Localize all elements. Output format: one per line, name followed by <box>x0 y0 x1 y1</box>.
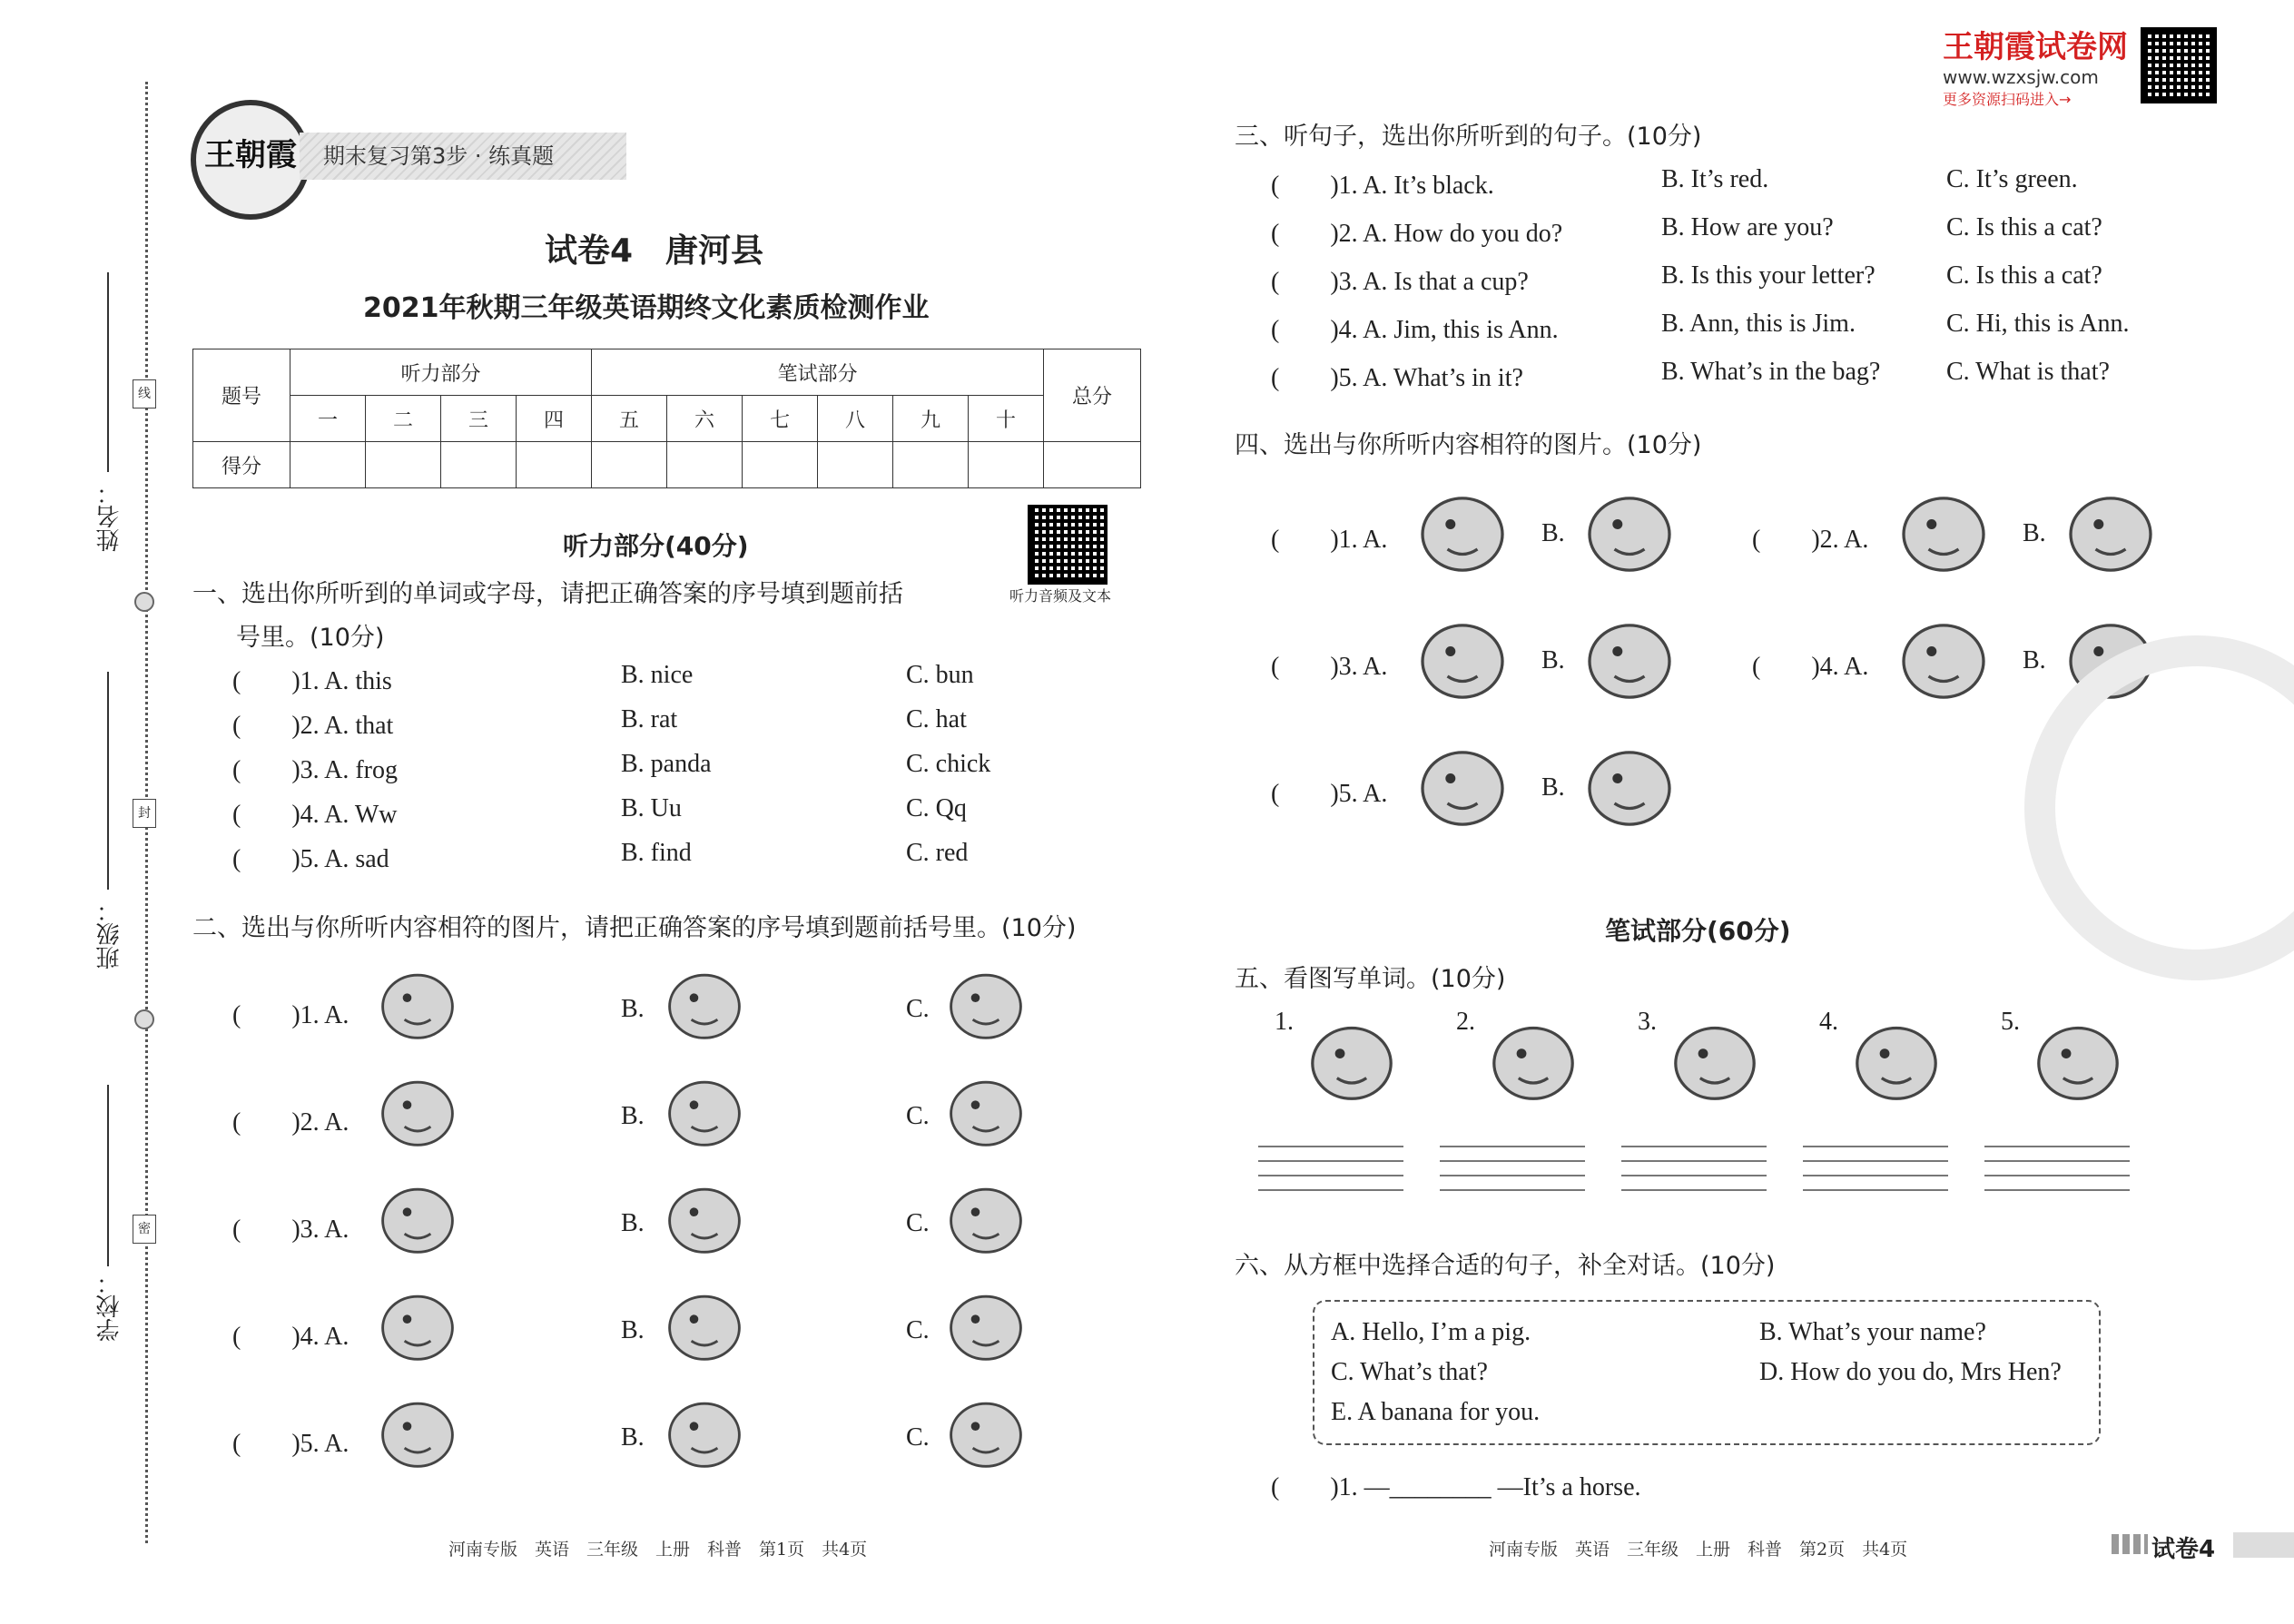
class-label: 班级： <box>96 899 123 969</box>
dog-icon <box>1894 479 1994 579</box>
option-a: A. Hello, I’m a pig. <box>1331 1318 1531 1346</box>
q-num: 一 <box>290 396 366 442</box>
s5-number: 2. <box>1456 1008 1475 1036</box>
bananas-icon <box>372 1280 463 1367</box>
score-cell[interactable] <box>667 442 743 488</box>
writing-heading: 笔试部分(60分) <box>1605 916 1791 946</box>
cow-icon <box>1413 733 1512 833</box>
q-num: 七 <box>743 396 818 442</box>
brand-logo: 王朝霞 <box>191 100 310 220</box>
s2-option-c: C. <box>906 1102 930 1130</box>
s3-option-b: B. Is this your letter? <box>1661 261 1876 290</box>
brand-name: 王朝霞试卷网 <box>1943 29 2128 65</box>
s1-option-b: B. rat <box>621 705 678 733</box>
pear-icon <box>372 959 463 1046</box>
s4-item[interactable]: ( )5. A. <box>1271 780 1388 808</box>
brand-block[interactable] <box>1943 22 2128 109</box>
s1-option-b: B. panda <box>621 750 712 778</box>
s2-option-b: B. <box>621 995 645 1023</box>
s2-title: 二、选出与你所听内容相符的图片，请把正确答案的序号填到题前括号里。(10分) <box>192 914 1077 942</box>
writing-lines[interactable] <box>1258 1146 1403 1204</box>
brand-url: www.wzxsjw.com <box>1943 66 2099 88</box>
s4-title: 四、选出与你所听内容相符的图片。(10分) <box>1235 431 1702 459</box>
s3-option-c: C. Is this a cat? <box>1946 213 2102 241</box>
s3-option-c: C. It’s green. <box>1946 165 2078 193</box>
pig-icon <box>372 1173 463 1260</box>
review-banner: 期末复习第3步 · 练真题 <box>300 133 626 180</box>
s4-item[interactable]: ( )4. A. <box>1752 653 1869 681</box>
qr-code-icon[interactable] <box>2141 27 2217 103</box>
option-c: C. What’s that? <box>1331 1358 1488 1386</box>
s1-title: 一、选出你所听到的单词或字母，请把正确答案的序号填到题前括 <box>192 580 903 608</box>
goldfish-icon <box>1302 1009 1402 1107</box>
apple-icon <box>940 959 1031 1046</box>
s2-option-c: C. <box>906 1209 930 1237</box>
monkey-icon <box>1413 606 1512 706</box>
paper-subtitle: 2021年秋期三年级英语期终文化素质检测作业 <box>363 292 930 324</box>
writing-lines[interactable] <box>1803 1146 1948 1204</box>
option-b: B. What’s your name? <box>1759 1318 1986 1346</box>
fox-icon <box>2061 479 2161 579</box>
s6-title: 六、从方框中选择合适的句子，补全对话。(10分) <box>1235 1252 1776 1280</box>
name-line <box>107 272 109 472</box>
s3-item[interactable]: ( )1. A. It’s black. <box>1271 172 1494 200</box>
name-label: 姓名： <box>96 481 123 552</box>
number-five-icon <box>1413 479 1512 579</box>
writing-header: 笔试部分 <box>592 349 1044 396</box>
s2-option-b: B. <box>621 1316 645 1344</box>
cap-icon <box>940 1280 1031 1367</box>
banana-icon <box>1483 1009 1583 1107</box>
s1-option-c: C. hat <box>906 705 967 733</box>
s2-option-b: B. <box>621 1209 645 1237</box>
score-cell[interactable] <box>441 442 517 488</box>
seal-line-tag: 线 <box>133 379 156 408</box>
footer-right: 河南专版 英语 三年级 上册 科普 第2页 共4页 <box>1489 1540 1908 1560</box>
footer-left: 河南专版 英语 三年级 上册 科普 第1页 共4页 <box>448 1540 868 1560</box>
s1-option-b: B. nice <box>621 661 694 689</box>
listening-heading: 听力部分(40分) <box>563 531 749 561</box>
s3-item[interactable]: ( )2. A. How do you do? <box>1271 220 1563 248</box>
score-cell[interactable] <box>818 442 893 488</box>
school-label: 学校： <box>96 1271 123 1342</box>
s3-option-c: C. What is that? <box>1946 358 2110 386</box>
s1-item[interactable]: ( )5. A. sad <box>232 845 389 873</box>
listening-header: 听力部分 <box>290 349 592 396</box>
s5-number: 3. <box>1638 1008 1657 1036</box>
seal-seal-tag: 封 <box>133 799 156 828</box>
option-d: D. How do you do, Mrs Hen? <box>1759 1358 2062 1386</box>
hen-icon <box>940 1387 1031 1474</box>
s3-item[interactable]: ( )5. A. What’s in it? <box>1271 364 1523 392</box>
score-cell[interactable] <box>592 442 667 488</box>
s1-item[interactable]: ( )1. A. this <box>232 667 392 695</box>
pencil-box-icon <box>372 1066 463 1153</box>
score-cell[interactable] <box>517 442 592 488</box>
s2-item[interactable]: ( )2. A. <box>232 1108 350 1137</box>
qr-code-icon[interactable] <box>1028 505 1108 585</box>
binding-hole <box>134 592 154 612</box>
footer-bar <box>2233 1532 2294 1558</box>
s1-option-c: C. Qq <box>906 794 967 822</box>
s6-question-1[interactable]: ( )1. —________ —It’s a horse. <box>1271 1473 1641 1501</box>
s5-number: 4. <box>1819 1008 1838 1036</box>
score-cell[interactable] <box>366 442 441 488</box>
s2-option-b: B. <box>621 1102 645 1130</box>
brand-tip: 更多资源扫码进入→ <box>1943 91 2072 108</box>
writing-lines[interactable] <box>1621 1146 1767 1204</box>
s3-option-c: C. Is this a cat? <box>1946 261 2102 290</box>
fish-icon <box>659 1387 750 1474</box>
eraser-icon <box>659 1066 750 1153</box>
goldfish-icon <box>940 1173 1031 1260</box>
s1-option-b: B. Uu <box>621 794 682 822</box>
s1-item[interactable]: ( )4. A. Ww <box>232 801 398 829</box>
s1-option-c: C. chick <box>906 750 991 778</box>
s3-option-b: B. It’s red. <box>1661 165 1769 193</box>
s4-option-b: B. <box>1541 646 1565 674</box>
score-cell[interactable] <box>290 442 366 488</box>
q-num: 二 <box>366 396 441 442</box>
s3-option-b: B. Ann, this is Jim. <box>1661 310 1856 338</box>
girl-and-boy-icon <box>1894 606 1994 706</box>
score-header: 题号 <box>193 349 290 442</box>
orange-icon <box>659 959 750 1046</box>
options-box <box>1313 1300 2101 1445</box>
writing-lines[interactable] <box>1984 1146 2130 1204</box>
s4-item[interactable]: ( )2. A. <box>1752 526 1869 554</box>
s3-item[interactable]: ( )3. A. Is that a cup? <box>1271 268 1529 296</box>
bird-icon <box>372 1387 463 1474</box>
s3-title: 三、听句子，选出你所听到的句子。(10分) <box>1235 123 1702 151</box>
s2-option-b: B. <box>621 1423 645 1452</box>
s1-option-c: C. red <box>906 839 969 867</box>
score-row-label: 得分 <box>193 442 290 488</box>
s2-option-c: C. <box>906 1316 930 1344</box>
s4-option-b: B. <box>1541 773 1565 802</box>
s4-option-b: B. <box>1541 519 1565 547</box>
s2-item[interactable]: ( )1. A. <box>232 1001 350 1029</box>
q-num: 六 <box>667 396 743 442</box>
seal-secret-tag: 密 <box>133 1215 156 1244</box>
pen-icon <box>940 1066 1031 1153</box>
s4-item[interactable]: ( )1. A. <box>1271 526 1388 554</box>
q-num: 三 <box>441 396 517 442</box>
s2-item[interactable]: ( )3. A. <box>232 1216 350 1244</box>
school-line <box>107 1085 109 1266</box>
s4-item[interactable]: ( )3. A. <box>1271 653 1388 681</box>
s5-title: 五、看图写单词。(10分) <box>1235 965 1506 993</box>
q-num: 四 <box>517 396 592 442</box>
score-cell[interactable] <box>1044 442 1141 488</box>
s3-option-b: B. How are you? <box>1661 213 1834 241</box>
s1-title-cont: 号里。(10分) <box>236 624 385 652</box>
pattern-icon <box>2112 1534 2148 1554</box>
s5-number: 5. <box>2001 1008 2020 1036</box>
score-table <box>192 349 1141 488</box>
rabbit-icon <box>1580 606 1679 706</box>
s5-number: 1. <box>1275 1008 1294 1036</box>
paper-title: 试卷4 唐河县 <box>545 232 764 270</box>
total-header: 总分 <box>1044 349 1141 442</box>
writing-lines[interactable] <box>1440 1146 1585 1204</box>
score-cell[interactable] <box>969 442 1044 488</box>
hen-icon <box>1846 1009 1946 1107</box>
s2-item[interactable]: ( )5. A. <box>232 1430 350 1458</box>
s4-option-b: B. <box>2023 519 2046 547</box>
s3-option-b: B. What’s in the bag? <box>1661 358 1881 386</box>
class-line <box>107 672 109 890</box>
q-num: 八 <box>818 396 893 442</box>
s4-option-b: B. <box>2023 646 2046 674</box>
score-cell[interactable] <box>893 442 969 488</box>
frog-icon <box>659 1173 750 1260</box>
s2-option-c: C. <box>906 995 930 1023</box>
binding-hole <box>134 1009 154 1029</box>
q-num: 九 <box>893 396 969 442</box>
qr-caption: 听力音频及文本 <box>1009 587 1112 605</box>
s1-item[interactable]: ( )3. A. frog <box>232 756 398 784</box>
s3-item[interactable]: ( )4. A. Jim, this is Ann. <box>1271 316 1559 344</box>
s2-option-c: C. <box>906 1423 930 1452</box>
s1-option-c: C. bun <box>906 661 974 689</box>
option-e: E. A banana for you. <box>1331 1398 1541 1426</box>
schoolbag-icon <box>1665 1009 1765 1107</box>
q-num: 十 <box>969 396 1044 442</box>
page-tag: 试卷4 <box>2151 1536 2216 1563</box>
book-icon <box>2028 1009 2128 1107</box>
s2-item[interactable]: ( )4. A. <box>232 1323 350 1351</box>
horse-icon <box>1580 733 1679 833</box>
score-cell[interactable] <box>743 442 818 488</box>
q-num: 五 <box>592 396 667 442</box>
s1-option-b: B. find <box>621 839 692 867</box>
s1-item[interactable]: ( )2. A. that <box>232 712 394 740</box>
chick-icon <box>659 1280 750 1367</box>
number-six-icon <box>1580 479 1679 579</box>
s3-option-c: C. Hi, this is Ann. <box>1946 310 2130 338</box>
